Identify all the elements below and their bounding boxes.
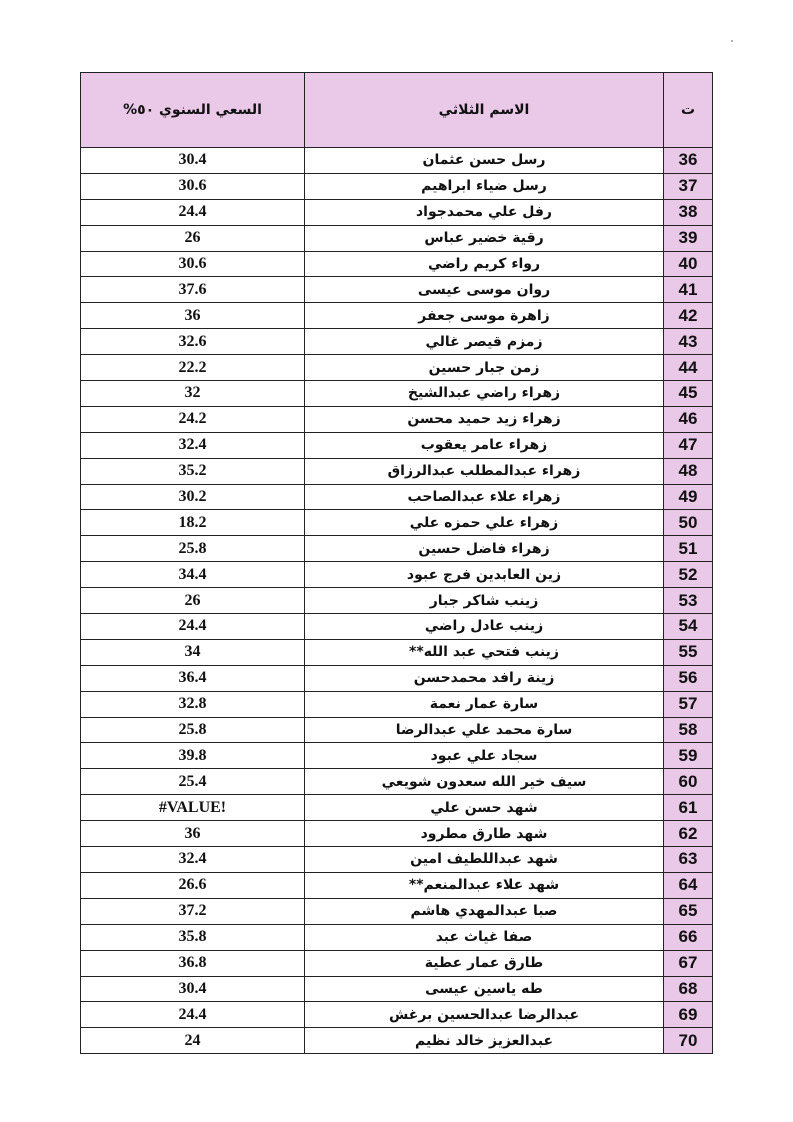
score-cell: 24 — [81, 1028, 305, 1054]
header-row — [81, 73, 713, 148]
row-number-cell: 43 — [664, 329, 713, 355]
table-row — [81, 639, 713, 665]
name-cell: زمن جبار حسين — [305, 355, 664, 381]
name-cell: رفل علي محمدجواد — [305, 199, 664, 225]
table-row — [81, 148, 713, 174]
score-cell: 26 — [81, 225, 305, 251]
score-cell: 30.6 — [81, 251, 305, 277]
row-number-cell: 53 — [664, 588, 713, 614]
name-cell: سارة محمد علي عبدالرضا — [305, 717, 664, 743]
name-cell: صبا عبدالمهدي هاشم — [305, 898, 664, 924]
page-speck — [731, 40, 733, 42]
score-cell: 34 — [81, 639, 305, 665]
row-number-cell: 58 — [664, 717, 713, 743]
row-number-cell: 65 — [664, 898, 713, 924]
row-number-cell: 56 — [664, 665, 713, 691]
score-cell: 32.4 — [81, 847, 305, 873]
name-cell: رواء كريم راضي — [305, 251, 664, 277]
row-number-cell: 38 — [664, 199, 713, 225]
row-number-cell: 41 — [664, 277, 713, 303]
name-cell: طه ياسين عيسى — [305, 976, 664, 1002]
name-cell: سيف خير الله سعدون شويعي — [305, 769, 664, 795]
table-row — [81, 432, 713, 458]
score-cell: 32 — [81, 381, 305, 407]
name-cell: شهد عبداللطيف امين — [305, 847, 664, 873]
table-row — [81, 406, 713, 432]
name-cell: سجاد علي عبود — [305, 743, 664, 769]
row-number-cell: 42 — [664, 303, 713, 329]
table-row — [81, 769, 713, 795]
score-cell: 26.6 — [81, 872, 305, 898]
name-cell: زاهرة موسى جعفر — [305, 303, 664, 329]
name-cell: زهراء فاضل حسين — [305, 536, 664, 562]
score-cell: 32.4 — [81, 432, 305, 458]
row-number-cell: 37 — [664, 173, 713, 199]
table-body — [81, 148, 713, 1054]
row-number-cell: 57 — [664, 691, 713, 717]
name-cell: زينب شاكر جبار — [305, 588, 664, 614]
score-cell: 37.6 — [81, 277, 305, 303]
score-cell: 26 — [81, 588, 305, 614]
score-cell: 39.8 — [81, 743, 305, 769]
name-cell: زهراء عبدالمطلب عبدالرزاق — [305, 458, 664, 484]
name-cell: زهراء راضي عبدالشيخ — [305, 381, 664, 407]
row-number-cell: 59 — [664, 743, 713, 769]
score-cell: 18.2 — [81, 510, 305, 536]
row-number-cell: 45 — [664, 381, 713, 407]
name-cell: شهد طارق مطرود — [305, 821, 664, 847]
score-cell: 30.4 — [81, 148, 305, 174]
table-row — [81, 795, 713, 821]
row-number-cell: 61 — [664, 795, 713, 821]
row-number-cell: 44 — [664, 355, 713, 381]
table-row — [81, 872, 713, 898]
table-row — [81, 536, 713, 562]
table-row — [81, 381, 713, 407]
score-cell: #VALUE! — [81, 795, 305, 821]
table-row — [81, 484, 713, 510]
score-cell: 30.2 — [81, 484, 305, 510]
name-cell: طارق عمار عطية — [305, 950, 664, 976]
row-number-cell: 40 — [664, 251, 713, 277]
score-cell: 24.4 — [81, 199, 305, 225]
table-row — [81, 510, 713, 536]
score-cell: 30.6 — [81, 173, 305, 199]
table-row — [81, 173, 713, 199]
name-cell: سارة عمار نعمة — [305, 691, 664, 717]
name-cell: شهد حسن علي — [305, 795, 664, 821]
row-number-cell: 51 — [664, 536, 713, 562]
score-cell: 25.8 — [81, 536, 305, 562]
score-cell: 36 — [81, 821, 305, 847]
name-cell: زينب فتحي عبد الله** — [305, 639, 664, 665]
row-number-cell: 60 — [664, 769, 713, 795]
name-cell: زهراء علاء عبدالصاحب — [305, 484, 664, 510]
score-column-header: السعي السنوي ٥٠% — [81, 73, 305, 148]
row-number-cell: 54 — [664, 614, 713, 640]
score-cell: 35.8 — [81, 924, 305, 950]
score-cell: 36 — [81, 303, 305, 329]
table-row — [81, 562, 713, 588]
table-row — [81, 847, 713, 873]
table-row — [81, 251, 713, 277]
table-row — [81, 458, 713, 484]
row-number-cell: 50 — [664, 510, 713, 536]
table-row — [81, 614, 713, 640]
row-number-cell: 63 — [664, 847, 713, 873]
table-row — [81, 303, 713, 329]
score-cell: 25.4 — [81, 769, 305, 795]
name-cell: زمزم قيصر غالي — [305, 329, 664, 355]
score-cell: 37.2 — [81, 898, 305, 924]
name-cell: زهراء علي حمزه علي — [305, 510, 664, 536]
score-cell: 36.8 — [81, 950, 305, 976]
table-row — [81, 743, 713, 769]
row-number-cell: 68 — [664, 976, 713, 1002]
name-cell: زهراء عامر يعقوب — [305, 432, 664, 458]
name-cell: زهراء زيد حميد محسن — [305, 406, 664, 432]
row-number-cell: 55 — [664, 639, 713, 665]
score-cell: 30.4 — [81, 976, 305, 1002]
table-row — [81, 691, 713, 717]
table-row — [81, 225, 713, 251]
score-cell: 24.4 — [81, 1002, 305, 1028]
score-cell: 32.8 — [81, 691, 305, 717]
row-number-cell: 52 — [664, 562, 713, 588]
name-cell: زين العابدين فرج عبود — [305, 562, 664, 588]
table-row — [81, 277, 713, 303]
score-cell: 35.2 — [81, 458, 305, 484]
table-row — [81, 950, 713, 976]
table-row — [81, 588, 713, 614]
row-number-cell: 39 — [664, 225, 713, 251]
name-cell: رسل ضياء ابراهيم — [305, 173, 664, 199]
table-row — [81, 717, 713, 743]
row-number-cell: 67 — [664, 950, 713, 976]
table-row — [81, 199, 713, 225]
row-number-cell: 70 — [664, 1028, 713, 1054]
row-number-cell: 48 — [664, 458, 713, 484]
row-number-cell: 49 — [664, 484, 713, 510]
table-row — [81, 1028, 713, 1054]
score-cell: 22.2 — [81, 355, 305, 381]
name-cell: عبدالعزيز خالد نظيم — [305, 1028, 664, 1054]
name-cell: شهد علاء عبدالمنعم** — [305, 872, 664, 898]
row-number-cell: 64 — [664, 872, 713, 898]
grades-table — [80, 72, 713, 1054]
name-cell: زينب عادل راضي — [305, 614, 664, 640]
row-number-cell: 46 — [664, 406, 713, 432]
name-cell: عبدالرضا عبدالحسين برغش — [305, 1002, 664, 1028]
table-row — [81, 976, 713, 1002]
table-row — [81, 665, 713, 691]
row-number-cell: 36 — [664, 148, 713, 174]
row-number-cell: 66 — [664, 924, 713, 950]
table-row — [81, 329, 713, 355]
score-cell: 24.2 — [81, 406, 305, 432]
table-row — [81, 898, 713, 924]
table-row — [81, 924, 713, 950]
row-number-cell: 47 — [664, 432, 713, 458]
row-number-cell: 69 — [664, 1002, 713, 1028]
score-cell: 32.6 — [81, 329, 305, 355]
table-row — [81, 355, 713, 381]
name-cell: رقية خضير عباس — [305, 225, 664, 251]
name-cell: رسل حسن عثمان — [305, 148, 664, 174]
score-cell: 25.8 — [81, 717, 305, 743]
table-row — [81, 1002, 713, 1028]
name-cell: صفا غياث عبد — [305, 924, 664, 950]
name-cell: روان موسى عيسى — [305, 277, 664, 303]
score-cell: 34.4 — [81, 562, 305, 588]
name-cell: زينة رافد محمدحسن — [305, 665, 664, 691]
number-column-header: ت — [664, 73, 713, 148]
row-number-cell: 62 — [664, 821, 713, 847]
name-column-header: الاسم الثلاثي — [305, 73, 664, 148]
table-row — [81, 821, 713, 847]
score-cell: 24.4 — [81, 614, 305, 640]
score-cell: 36.4 — [81, 665, 305, 691]
